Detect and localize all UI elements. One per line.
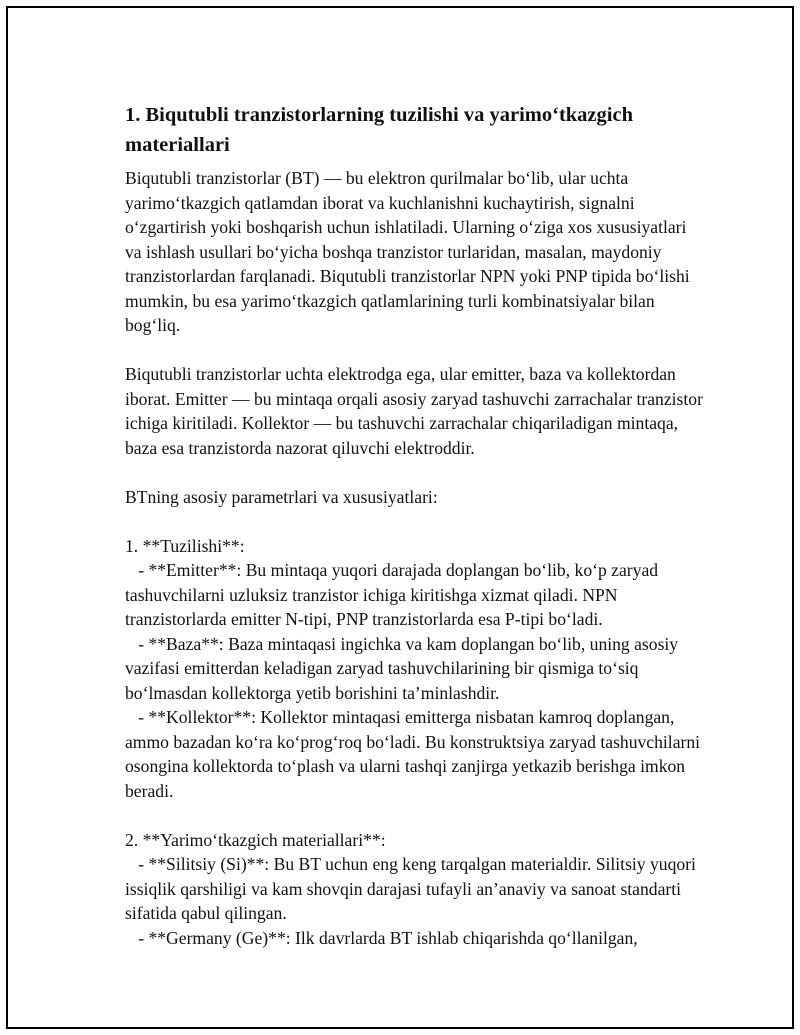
section-heading: 1. Biqutubli tranzistorlarning tuzilishi va yarimo‘tkazgich materiallari <box>125 104 633 156</box>
document-page <box>6 6 794 1029</box>
document-content <box>125 100 705 950</box>
body-text: Biqutubli tranzistorlar (BT) — bu elektron qurilmalar bo‘lib, ular uchta yarimo‘tkazgich qatlamdan iborat va kuchlanishni kuchaytirish, signalni o‘zgartirish yoki boshqarish uchun ishlatiladi. Ularning o‘ziga xos xususiyatlari va ishlash usullari bo‘yicha boshqa tranzistor turlaridan, masalan, maydoniy tranzistorlardan farqlanadi. Biqutubli tranzistorlar NPN yoki PNP tipida bo‘lishi mumkin, bu esa yarimo‘tkazgich qatlamlarining turli kombinatsiyalar bilan bog‘liq. Biqutubli tranzistorlar uchta elektrodga ega, ular emitter, baza va kollektordan iborat. Emitter — bu mintaqa orqali asosiy zaryad tashuvchi zarrachalar tranzistor ichiga kiritiladi. Kollektor — bu tashuvchi zarrachalar chiqariladigan mintaqa, baza esa tranzistorda nazorat qiluvchi elektroddir. BTning asosiy parametrlari va xususiyatlari: 1. **Tuzilishi**: - **Emitter**: Bu mintaqa yuqori darajada doplangan bo‘lib, ko‘p zaryad tashuvchilarni uzluksiz tranzistor ichiga kiritishga xizmat qiladi. NPN tranzistorlarda emitter N-tipi, PNP tranzistorlarda esa P-tipi bo‘ladi. - **Baza**: Baza mintaqasi ingichka va kam doplangan bo‘lib, uning asosiy vazifasi emitterdan keladigan zaryad tashuvchilarining bir qismiga to‘siq bo‘lmasdan kollektorga yetib borishini ta’minlashdir. - **Kollektor**: Kollektor mintaqasi emitterga nisbatan kamroq doplangan, ammo bazadan ko‘ra ko‘prog‘roq bo‘ladi. Bu konstruktsiya zaryad tashuvchilarni osongina kollektorda to‘plash va ularni tashqi zanjirga yetkazib berishga imkon beradi. 2. **Yarimo‘tkazgich materiallari**: - **Silitsiy (Si)**: Bu BT uchun eng keng tarqalgan materialdir. Silitsiy yuqori issiqlik qarshiligi va kam shovqin darajasi tufayli an’anaviy va sanoat standarti sifatida qabul qilingan. - **Germany (Ge)**: Ilk davrlarda BT ishlab chiqarishda qo‘llanilgan, <box>125 168 703 948</box>
